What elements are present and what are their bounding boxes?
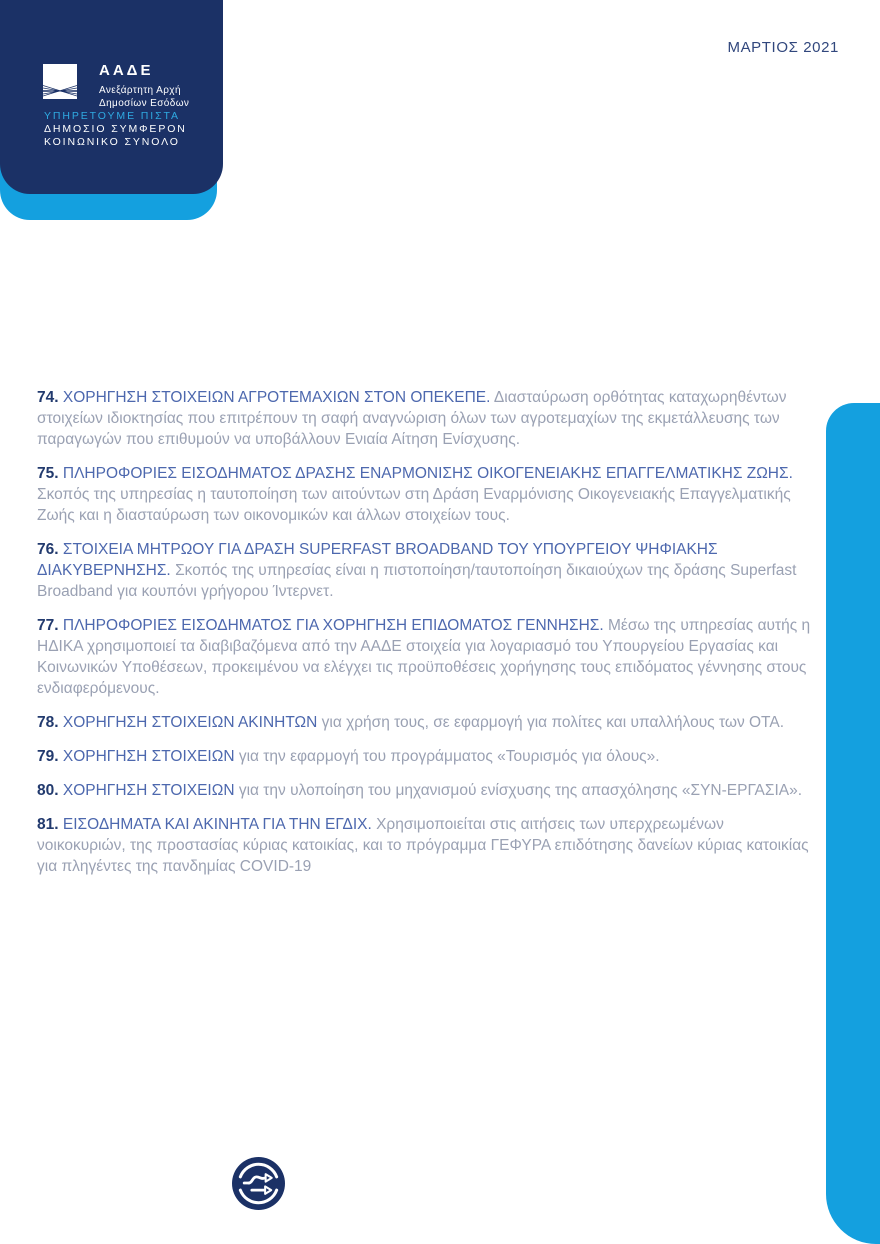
logo-acronym: ΑΑΔΕ <box>99 62 154 79</box>
service-item-78 <box>37 712 813 733</box>
data-exchange-shuffle-icon <box>232 1157 285 1210</box>
item-number: 79. <box>37 748 59 765</box>
logo-texts <box>99 62 189 110</box>
logo-motto <box>44 110 187 149</box>
logo-org-name <box>99 85 189 110</box>
item-body: για την εφαρμογή του προγράμματος «Τουρισμός για όλους». <box>238 748 660 765</box>
item-body: Χρησιμοποιείται στις αιτήσεις των υπερχρεωμένων νοικοκυριών, της προστασίας κύριας κατοικίας, και το πρόγραμμα ΓΕΦΥΡΑ επιδότησης δανείων κύριας κατοικίας για πληγέντες της πανδημίας COVID-19 <box>37 816 809 875</box>
aade-beam-logo-icon <box>43 64 77 99</box>
item-title: ΧΟΡΗΓΗΣΗ ΣΤΟΙΧΕΙΩΝ ΑΚΙΝΗΤΩΝ <box>62 714 318 731</box>
motto-line-3: ΚΟΙΝΩΝΙΚΟ ΣΥΝΟΛΟ <box>44 136 180 148</box>
service-item-75 <box>37 463 813 526</box>
item-body: για την υλοποίηση του μηχανισμού ενίσχυσης της απασχόλησης «ΣΥΝ-ΕΡΓΑΣΙΑ». <box>238 782 803 799</box>
service-list <box>37 387 813 890</box>
logo-org-line1: Ανεξάρτητη Αρχή <box>99 85 181 96</box>
right-accent-bar <box>826 403 880 1244</box>
logo-org-line2: Δημοσίων Εσόδων <box>99 97 190 109</box>
item-title: ΕΙΣΟΔΗΜΑΤΑ ΚΑΙ ΑΚΙΝΗΤΑ ΓΙΑ ΤΗΝ ΕΓΔΙΧ. <box>62 816 372 833</box>
item-title: ΧΟΡΗΓΗΣΗ ΣΤΟΙΧΕΙΩΝ <box>62 748 235 765</box>
item-body: Διασταύρωση ορθότητας καταχωρηθέντων στοιχείων ιδιοκτησίας που επιτρέπουν τη σαφή αναγνώριση όλων των αγροτεμαχίων της εκμετάλλευσης των παραγωγών που επιθυμούν να υποβάλλουν Ενιαία Αίτηση Ενίσχυσης. <box>37 389 787 448</box>
service-item-81 <box>37 814 813 877</box>
item-number: 80. <box>37 782 59 799</box>
service-item-76 <box>37 539 813 602</box>
aade-logo-block <box>0 0 223 194</box>
item-number: 76. <box>37 541 59 558</box>
service-item-77 <box>37 615 813 699</box>
issue-date: ΜΑΡΤΙΟΣ 2021 <box>727 39 839 56</box>
item-body: Σκοπός της υπηρεσίας είναι η πιστοποίηση/ταυτοποίηση δικαιούχων της δράσης Superfast Broadband για κουπόνι γρήγορου Ίντερνετ. <box>37 562 797 600</box>
service-item-80 <box>37 780 813 801</box>
service-item-74 <box>37 387 813 450</box>
item-title: ΠΛΗΡΟΦΟΡΙΕΣ ΕΙΣΟΔΗΜΑΤΟΣ ΓΙΑ ΧΟΡΗΓΗΣΗ ΕΠΙΔΟΜΑΤΟΣ ΓΕΝΝΗΣΗΣ. <box>62 617 604 634</box>
service-item-79 <box>37 746 813 767</box>
item-number: 74. <box>37 389 59 406</box>
item-body: για χρήση τους, σε εφαρμογή για πολίτες και υπαλλήλους των ΟΤΑ. <box>321 714 785 731</box>
motto-line-2: ΔΗΜΟΣΙΟ ΣΥΜΦΕΡΟΝ <box>44 123 187 135</box>
item-number: 75. <box>37 465 59 482</box>
item-title: ΠΛΗΡΟΦΟΡΙΕΣ ΕΙΣΟΔΗΜΑΤΟΣ ΔΡΑΣΗΣ ΕΝΑΡΜΟΝΙΣΗΣ ΟΙΚΟΓΕΝΕΙΑΚΗΣ ΕΠΑΓΓΕΛΜΑΤΙΚΗΣ ΖΩΗΣ. <box>62 465 793 482</box>
item-number: 81. <box>37 816 59 833</box>
item-body: Μέσω της υπηρεσίας αυτής η ΗΔΙΚΑ χρησιμοποιεί τα διαβιβαζόμενα από την ΑΑΔΕ στοιχεία για λογαριασμό του Υπουργείου Εργασίας και Κοινωνικών Υποθέσεων, προκειμένου να ελέγχει τις προϋποθέσεις χορήγησης τους επιδόματος γέννησης στους ενδιαφερόμενους. <box>37 617 811 697</box>
item-body: Σκοπός της υπηρεσίας η ταυτοποίηση των αιτούντων στη Δράση Εναρμόνισης Οικογενειακής Επαγγελματικής Ζωής και η διασταύρωση των οικονομικών και άλλων στοιχείων τους. <box>37 486 791 524</box>
motto-line-1: ΥΠΗΡΕΤΟΥΜΕ ΠΙΣΤΑ <box>44 110 180 122</box>
item-title: ΧΟΡΗΓΗΣΗ ΣΤΟΙΧΕΙΩΝ <box>62 782 235 799</box>
logo-row <box>43 62 189 110</box>
item-number: 77. <box>37 617 59 634</box>
item-number: 78. <box>37 714 59 731</box>
item-title: ΣΤΟΙΧΕΙΑ ΜΗΤΡΩΟΥ ΓΙΑ ΔΡΑΣΗ SUPERFAST BROADBAND ΤΟΥ ΥΠΟΥΡΓΕΙΟΥ ΨΗΦΙΑΚΗΣ ΔΙΑΚΥΒΕΡΝΗΣΗΣ. <box>37 541 718 579</box>
item-title: ΧΟΡΗΓΗΣΗ ΣΤΟΙΧΕΙΩΝ ΑΓΡΟΤΕΜΑΧΙΩΝ ΣΤΟΝ ΟΠΕΚΕΠΕ. <box>62 389 491 406</box>
